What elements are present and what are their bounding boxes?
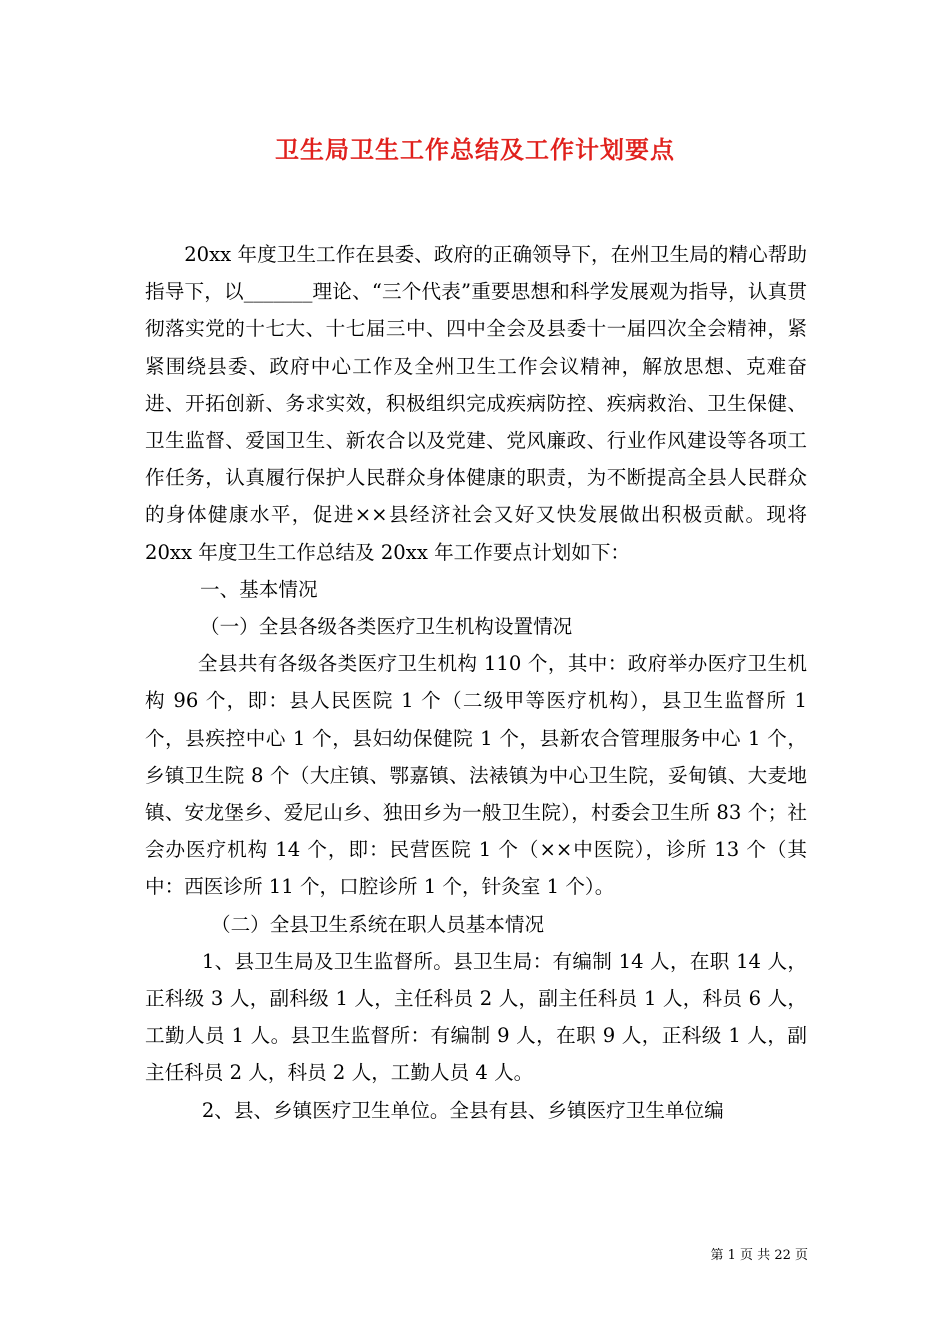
staff-paragraph-2: 2、县、乡镇医疗卫生单位。全县有县、乡镇医疗卫生单位编 [201,1098,724,1122]
institutions-paragraph: 全县共有各级各类医疗卫生机构 110 个，其中：政府举办医疗卫生机构 96 个，即：县人民医院 1 个（二级甲等医疗机构），县卫生监督所 1 个，县疾控中心 1 个，县妇幼保健院 1 个，县新农合管理服务中心 1 个，乡镇卫生院 8 个（大庄镇、鄂嘉镇、法裱镇为中心卫生院，妥甸镇、大麦地镇、安龙堡乡、爱尼山乡、独田乡为一般卫生院），村委会卫生所 83 个；社会办医疗机构 14 个，即：民营医院 1 个（××中医院），诊所 13 个（其中：西医诊所 11 个，口腔诊所 1 个，针灸室 1 个）。 [145,652,807,899]
staff-paragraph-1: 1、县卫生局及卫生监督所。县卫生局：有编制 14 人，在职 14 人，正科级 3 人，副科级 1 人，主任科员 2 人，副主任科员 1 人，科员 6 人，工勤人员 1 人。县卫生监督所：有编制 9 人，在职 9 人，正科级 1 人，副主任科员 2 人，科员 2 人，工勤人员 4 人。 [145,949,807,1085]
subsection-heading-staff: （二）全县卫生系统在职人员基本情况 [211,912,545,936]
section-heading-basic: 一、基本情况 [200,577,318,601]
document-title: 卫生局卫生工作总结及工作计划要点 [275,135,675,164]
subsection-heading-institutions: （一）全县各级各类医疗卫生机构设置情况 [200,615,573,639]
document-body [145,236,807,1129]
page-number-footer: 第 1 页 共 22 页 [710,1248,808,1263]
intro-paragraph: 20xx 年度卫生工作在县委、政府的正确领导下，在州卫生局的精心帮助指导下，以_______理论、“三个代表”重要思想和科学发展观为指导，认真贯彻落实党的十七大、十七届三中、四中全会及县委十一届四次全会精神，紧紧围绕县委、政府中心工作及全州卫生工作会议精神，解放思想、克难奋进、开拓创新、务求实效，积极组织完成疾病防控、疾病救治、卫生保健、卫生监督、爱国卫生、新农合以及党建、党风廉政、行业作风建设等各项工作任务，认真履行保护人民群众身体健康的职责，为不断提高全县人民群众的身体健康水平，促进××县经济社会又好又快发展做出积极贡献。现将 20xx 年度卫生工作总结及 20xx 年工作要点计划如下： [145,243,807,564]
